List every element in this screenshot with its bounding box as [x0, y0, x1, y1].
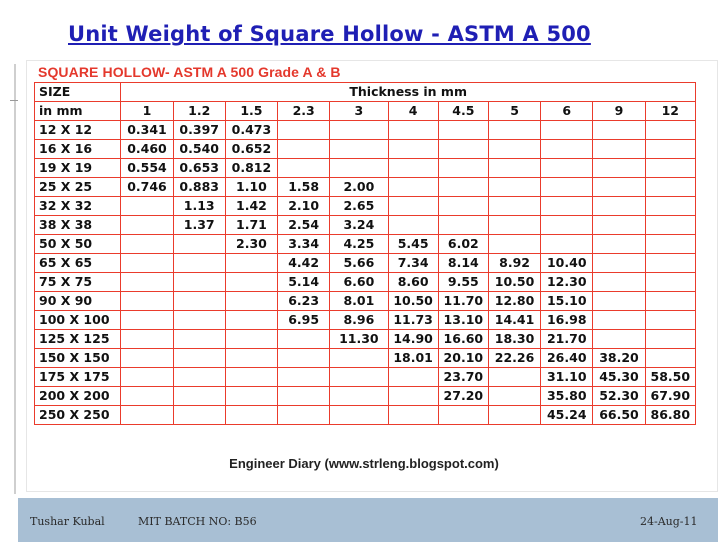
weight-cell: 5.45 — [388, 235, 438, 254]
thickness-col-11: 12 — [645, 102, 695, 121]
thickness-col-1: 1 — [121, 102, 173, 121]
table-row — [35, 235, 696, 254]
thickness-col-4: 2.3 — [278, 102, 330, 121]
table-row — [35, 311, 696, 330]
weight-cell — [488, 387, 540, 406]
size-cell: 65 X 65 — [35, 254, 121, 273]
size-cell: 200 X 200 — [35, 387, 121, 406]
weight-cell: 6.23 — [278, 292, 330, 311]
weight-cell — [593, 197, 645, 216]
weight-cell: 2.54 — [278, 216, 330, 235]
weight-cell — [278, 159, 330, 178]
weight-cell — [121, 273, 173, 292]
weight-cell: 8.14 — [438, 254, 488, 273]
weight-cell — [121, 330, 173, 349]
weight-cell — [593, 273, 645, 292]
weight-cell — [121, 406, 173, 425]
table-row — [35, 368, 696, 387]
weight-cell — [278, 387, 330, 406]
weight-cell — [173, 368, 225, 387]
weight-cell: 86.80 — [645, 406, 695, 425]
weight-cell — [388, 387, 438, 406]
weight-cell — [593, 292, 645, 311]
weight-cell — [645, 273, 695, 292]
table-row — [35, 273, 696, 292]
weight-cell — [541, 159, 593, 178]
weight-cell: 14.41 — [488, 311, 540, 330]
weight-cell — [330, 121, 388, 140]
table-row — [35, 159, 696, 178]
weight-cell — [593, 121, 645, 140]
table-row — [35, 178, 696, 197]
weight-cell: 18.01 — [388, 349, 438, 368]
weight-cell — [645, 349, 695, 368]
table-row — [35, 387, 696, 406]
weight-cell — [225, 254, 277, 273]
weight-cell — [645, 254, 695, 273]
weight-cell: 66.50 — [593, 406, 645, 425]
unit-weight-table — [34, 82, 696, 425]
weight-cell: 0.653 — [173, 159, 225, 178]
weight-cell — [278, 368, 330, 387]
weight-cell — [541, 197, 593, 216]
weight-cell: 8.01 — [330, 292, 388, 311]
footer-batch: MIT BATCH NO: B56 — [138, 515, 257, 528]
weight-cell: 20.10 — [438, 349, 488, 368]
weight-cell — [330, 349, 388, 368]
weight-cell — [488, 216, 540, 235]
weight-cell: 12.30 — [541, 273, 593, 292]
weight-cell: 1.13 — [173, 197, 225, 216]
weight-cell — [121, 197, 173, 216]
weight-cell: 1.42 — [225, 197, 277, 216]
weight-cell — [173, 292, 225, 311]
thickness-col-7: 4.5 — [438, 102, 488, 121]
weight-cell — [278, 140, 330, 159]
thickness-col-10: 9 — [593, 102, 645, 121]
weight-cell — [388, 159, 438, 178]
weight-cell — [225, 406, 277, 425]
weight-cell: 1.58 — [278, 178, 330, 197]
size-header: SIZE — [35, 83, 121, 102]
weight-cell — [593, 178, 645, 197]
weight-cell: 0.341 — [121, 121, 173, 140]
weight-cell: 45.24 — [541, 406, 593, 425]
weight-cell: 35.80 — [541, 387, 593, 406]
weight-cell — [330, 406, 388, 425]
weight-cell — [645, 159, 695, 178]
weight-cell — [488, 121, 540, 140]
weight-cell: 0.883 — [173, 178, 225, 197]
weight-cell: 3.34 — [278, 235, 330, 254]
weight-cell: 8.92 — [488, 254, 540, 273]
weight-cell — [173, 235, 225, 254]
size-cell: 12 X 12 — [35, 121, 121, 140]
weight-cell — [330, 159, 388, 178]
weight-cell — [173, 387, 225, 406]
weight-cell: 26.40 — [541, 349, 593, 368]
size-cell: 19 X 19 — [35, 159, 121, 178]
weight-cell: 6.60 — [330, 273, 388, 292]
weight-cell: 11.73 — [388, 311, 438, 330]
weight-cell — [645, 292, 695, 311]
weight-cell — [541, 178, 593, 197]
footer-author: Tushar Kubal — [30, 515, 105, 528]
weight-cell — [645, 330, 695, 349]
weight-cell: 0.473 — [225, 121, 277, 140]
weight-cell — [278, 349, 330, 368]
weight-cell — [388, 197, 438, 216]
weight-cell — [388, 216, 438, 235]
size-cell: 90 X 90 — [35, 292, 121, 311]
size-cell: 25 X 25 — [35, 178, 121, 197]
thickness-col-5: 3 — [330, 102, 388, 121]
weight-cell — [388, 140, 438, 159]
weight-cell: 8.60 — [388, 273, 438, 292]
weight-cell: 2.10 — [278, 197, 330, 216]
weight-cell: 0.812 — [225, 159, 277, 178]
size-cell: 150 X 150 — [35, 349, 121, 368]
weight-cell — [645, 197, 695, 216]
thickness-col-8: 5 — [488, 102, 540, 121]
header-row-size — [35, 83, 696, 102]
weight-cell — [488, 140, 540, 159]
table-row — [35, 140, 696, 159]
weight-cell — [121, 311, 173, 330]
size-cell: 16 X 16 — [35, 140, 121, 159]
weight-cell — [645, 311, 695, 330]
weight-cell — [225, 273, 277, 292]
weight-cell — [173, 349, 225, 368]
header-row-thickness — [35, 102, 696, 121]
weight-cell: 6.02 — [438, 235, 488, 254]
weight-cell: 16.98 — [541, 311, 593, 330]
weight-cell: 11.70 — [438, 292, 488, 311]
weight-cell — [488, 197, 540, 216]
weight-cell — [121, 292, 173, 311]
weight-cell: 0.746 — [121, 178, 173, 197]
size-cell: 175 X 175 — [35, 368, 121, 387]
weight-cell — [388, 406, 438, 425]
size-cell: 75 X 75 — [35, 273, 121, 292]
weight-cell — [173, 254, 225, 273]
weight-cell — [645, 140, 695, 159]
weight-cell: 21.70 — [541, 330, 593, 349]
size-cell: 100 X 100 — [35, 311, 121, 330]
weight-cell — [593, 159, 645, 178]
weight-cell — [488, 235, 540, 254]
weight-cell — [488, 159, 540, 178]
weight-cell: 10.40 — [541, 254, 593, 273]
weight-cell — [225, 292, 277, 311]
weight-cell — [593, 235, 645, 254]
weight-cell: 14.90 — [388, 330, 438, 349]
weight-cell — [593, 311, 645, 330]
weight-cell — [278, 406, 330, 425]
weight-cell — [438, 140, 488, 159]
weight-cell — [121, 254, 173, 273]
weight-cell — [593, 330, 645, 349]
weight-cell: 52.30 — [593, 387, 645, 406]
weight-cell — [330, 387, 388, 406]
weight-cell — [438, 121, 488, 140]
weight-cell — [388, 121, 438, 140]
weight-cell — [225, 368, 277, 387]
size-cell: 50 X 50 — [35, 235, 121, 254]
table-body — [35, 83, 696, 425]
footer-bar — [18, 498, 718, 542]
weight-cell: 4.42 — [278, 254, 330, 273]
table-heading: SQUARE HOLLOW- ASTM A 500 Grade A & B — [38, 64, 341, 80]
table-row — [35, 216, 696, 235]
weight-cell — [593, 216, 645, 235]
weight-cell: 2.65 — [330, 197, 388, 216]
weight-cell — [593, 140, 645, 159]
weight-cell — [278, 121, 330, 140]
thickness-col-3: 1.5 — [225, 102, 277, 121]
weight-cell: 18.30 — [488, 330, 540, 349]
weight-cell: 8.96 — [330, 311, 388, 330]
slide-title: Unit Weight of Square Hollow - ASTM A 500 — [68, 22, 591, 46]
weight-cell: 31.10 — [541, 368, 593, 387]
weight-cell — [121, 216, 173, 235]
weight-cell: 6.95 — [278, 311, 330, 330]
weight-cell — [330, 140, 388, 159]
weight-cell — [388, 178, 438, 197]
weight-cell: 38.20 — [593, 349, 645, 368]
weight-cell — [225, 311, 277, 330]
size-cell: 250 X 250 — [35, 406, 121, 425]
weight-cell: 27.20 — [438, 387, 488, 406]
weight-cell: 5.14 — [278, 273, 330, 292]
weight-cell — [121, 349, 173, 368]
weight-cell — [645, 178, 695, 197]
weight-cell: 1.37 — [173, 216, 225, 235]
weight-cell — [121, 368, 173, 387]
table-row — [35, 330, 696, 349]
table-row — [35, 406, 696, 425]
source-credit: Engineer Diary (www.strleng.blogspot.com) — [229, 456, 499, 471]
weight-cell — [438, 159, 488, 178]
weight-cell: 45.30 — [593, 368, 645, 387]
table-row — [35, 292, 696, 311]
weight-cell — [488, 406, 540, 425]
weight-cell: 23.70 — [438, 368, 488, 387]
weight-cell — [645, 121, 695, 140]
weight-cell — [488, 368, 540, 387]
weight-cell — [173, 406, 225, 425]
weight-cell: 0.397 — [173, 121, 225, 140]
thickness-col-9: 6 — [541, 102, 593, 121]
weight-cell: 2.30 — [225, 235, 277, 254]
unit-header: in mm — [35, 102, 121, 121]
weight-cell — [438, 406, 488, 425]
weight-cell: 7.34 — [388, 254, 438, 273]
table-row — [35, 121, 696, 140]
footer-date: 24-Aug-11 — [640, 515, 698, 528]
table-row — [35, 254, 696, 273]
weight-cell: 5.66 — [330, 254, 388, 273]
weight-cell: 11.30 — [330, 330, 388, 349]
weight-cell — [541, 235, 593, 254]
weight-cell — [438, 197, 488, 216]
weight-cell — [278, 330, 330, 349]
weight-cell — [438, 178, 488, 197]
weight-cell: 0.460 — [121, 140, 173, 159]
left-divider — [14, 64, 16, 494]
left-tick-mark — [10, 100, 18, 101]
weight-cell: 22.26 — [488, 349, 540, 368]
weight-cell — [173, 330, 225, 349]
weight-cell — [438, 216, 488, 235]
weight-cell: 13.10 — [438, 311, 488, 330]
weight-cell — [330, 368, 388, 387]
weight-cell: 1.71 — [225, 216, 277, 235]
weight-cell: 67.90 — [645, 387, 695, 406]
thickness-col-2: 1.2 — [173, 102, 225, 121]
size-cell: 38 X 38 — [35, 216, 121, 235]
weight-cell: 3.24 — [330, 216, 388, 235]
weight-cell — [121, 235, 173, 254]
weight-cell — [388, 368, 438, 387]
weight-cell: 12.80 — [488, 292, 540, 311]
weight-cell — [173, 273, 225, 292]
weight-cell: 1.10 — [225, 178, 277, 197]
weight-cell — [593, 254, 645, 273]
weight-cell: 0.554 — [121, 159, 173, 178]
table-row — [35, 197, 696, 216]
weight-cell — [541, 121, 593, 140]
weight-cell: 10.50 — [388, 292, 438, 311]
size-cell: 125 X 125 — [35, 330, 121, 349]
weight-cell: 58.50 — [645, 368, 695, 387]
weight-cell — [173, 311, 225, 330]
weight-cell: 9.55 — [438, 273, 488, 292]
weight-cell — [225, 330, 277, 349]
weight-cell — [121, 387, 173, 406]
weight-cell — [541, 216, 593, 235]
weight-cell: 0.540 — [173, 140, 225, 159]
weight-cell — [225, 349, 277, 368]
weight-cell: 4.25 — [330, 235, 388, 254]
weight-cell: 15.10 — [541, 292, 593, 311]
thickness-col-6: 4 — [388, 102, 438, 121]
table-row — [35, 349, 696, 368]
weight-cell: 0.652 — [225, 140, 277, 159]
weight-cell — [645, 235, 695, 254]
weight-cell: 10.50 — [488, 273, 540, 292]
weight-cell: 16.60 — [438, 330, 488, 349]
weight-cell — [541, 140, 593, 159]
weight-cell — [488, 178, 540, 197]
weight-cell: 2.00 — [330, 178, 388, 197]
weight-cell — [645, 216, 695, 235]
thickness-header: Thickness in mm — [121, 83, 696, 102]
size-cell: 32 X 32 — [35, 197, 121, 216]
weight-cell — [225, 387, 277, 406]
